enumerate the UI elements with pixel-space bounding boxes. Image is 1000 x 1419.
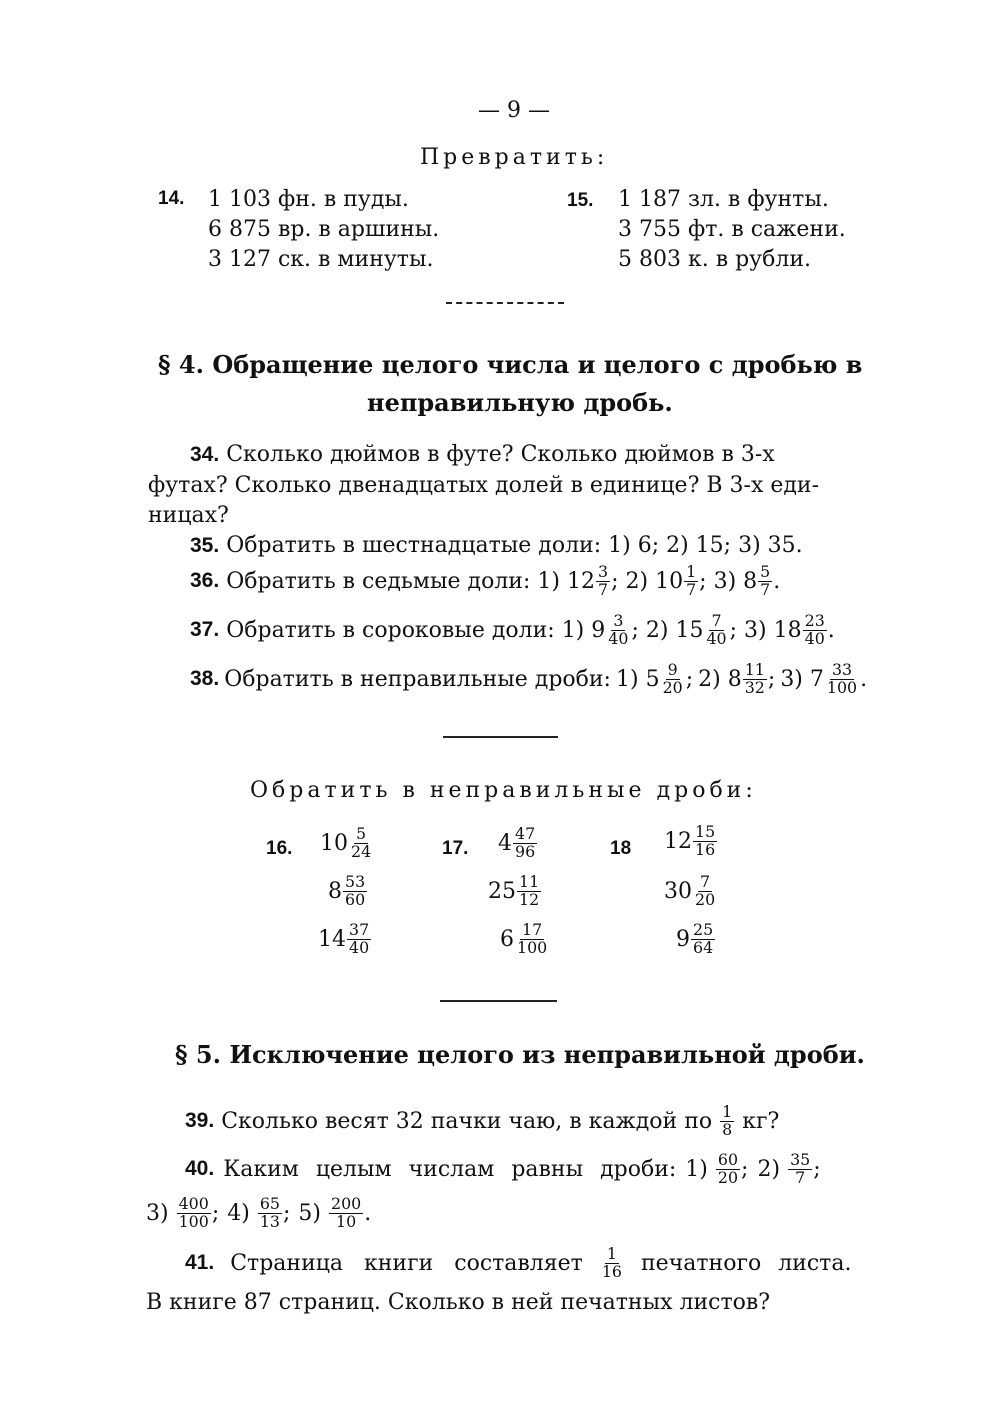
exercise-15-item: 5 803 к. в рубли. — [618, 247, 811, 272]
denominator: 10 — [336, 1211, 357, 1231]
item-label: 1) — [615, 666, 639, 692]
whole: 10 — [655, 568, 684, 594]
exercise-18-label: 18 — [610, 838, 632, 859]
whole: 6 — [500, 926, 514, 952]
problem-text: Обратить в седьмые доли: — [226, 568, 531, 594]
convert-heading: Превратить: — [420, 145, 609, 170]
separator: ; — [741, 1156, 749, 1182]
problem-text: Обратить в неправильные дроби: — [224, 666, 611, 692]
item-label: 2) — [757, 1156, 781, 1182]
item-label: 1) — [537, 568, 560, 594]
denominator: 7 — [686, 579, 697, 599]
mixed-number — [500, 922, 550, 956]
mixed-number — [780, 662, 867, 696]
numerator: 1 — [606, 1244, 617, 1263]
mixed-number — [320, 826, 374, 860]
numerator: 1 — [722, 1102, 733, 1121]
problem-34-line2: футах? Сколько двенадцатых долей в единице? В 3-х еди- — [148, 473, 820, 498]
problem-35 — [190, 533, 803, 558]
numerator: 5 — [760, 562, 771, 581]
problem-number: 36. — [190, 569, 220, 593]
problem-34-line3: ницах? — [148, 503, 229, 528]
item-label: 5) — [298, 1200, 321, 1226]
denominator: 20 — [662, 677, 683, 697]
denominator: 20 — [695, 889, 716, 909]
mixed-number — [698, 662, 775, 696]
fraction — [803, 613, 827, 647]
denominator: 40 — [706, 628, 727, 648]
whole: 9 — [676, 926, 690, 952]
fraction — [693, 824, 717, 858]
whole: 7 — [809, 666, 824, 692]
fraction — [349, 826, 373, 860]
fraction — [347, 922, 371, 956]
denominator: 20 — [717, 1167, 739, 1187]
denominator: 24 — [351, 841, 372, 861]
fraction — [825, 662, 859, 696]
whole: 8 — [743, 568, 758, 594]
whole: 10 — [320, 830, 348, 856]
denominator: 7 — [760, 579, 771, 599]
problem-number: 35. — [190, 534, 220, 557]
numerator: 60 — [717, 1150, 739, 1169]
divider — [446, 302, 564, 304]
fraction-item — [146, 1196, 219, 1230]
whole: 8 — [328, 878, 342, 904]
whole: 14 — [318, 926, 346, 952]
improper-heading: Обратить в неправильные дроби: — [250, 778, 757, 803]
separator: ; — [813, 1156, 821, 1182]
problem-text: Обратить в сороковые доли: — [226, 617, 555, 643]
problem-number: 39. — [185, 1109, 215, 1133]
problem-41-line2: В книге 87 страниц. Сколько в ней печатных листов? — [146, 1290, 771, 1315]
problem-text: Каким целым числам равны дроби: — [223, 1156, 677, 1182]
divider — [440, 1000, 557, 1002]
mixed-number — [616, 662, 693, 696]
problem-text: Страница книги составляет — [230, 1250, 583, 1276]
problem-number: 34. — [190, 443, 220, 466]
separator: . — [364, 1200, 372, 1226]
problem-number: 40. — [185, 1157, 215, 1181]
denominator: 40 — [608, 628, 629, 648]
mixed-number — [537, 564, 618, 598]
whole: 8 — [727, 666, 742, 692]
problem-40 — [185, 1152, 821, 1186]
page-number: — 9 — — [478, 98, 550, 123]
mixed-number — [744, 613, 835, 647]
numerator: 11 — [519, 872, 540, 891]
numerator: 47 — [515, 824, 536, 843]
denominator: 16 — [695, 839, 716, 859]
separator: ; — [729, 617, 738, 643]
mixed-number — [498, 826, 538, 860]
whole: 30 — [664, 878, 692, 904]
denominator: 7 — [795, 1167, 806, 1187]
divider — [443, 736, 558, 738]
exercise-14-item: 1 103 фн. в пуды. — [208, 187, 409, 212]
denominator: 13 — [259, 1211, 280, 1231]
denominator: 32 — [744, 677, 765, 697]
problem-number: 38. — [190, 667, 220, 691]
mixed-number — [562, 613, 639, 647]
whole: 5 — [645, 666, 660, 692]
problem-40-line2 — [146, 1196, 371, 1230]
denominator: 12 — [519, 889, 540, 909]
denominator: 16 — [601, 1261, 623, 1281]
separator: ; — [767, 666, 776, 692]
denominator: 40 — [804, 628, 825, 648]
problem-text-cont: печатного листа. — [641, 1250, 852, 1276]
whole: 9 — [591, 617, 606, 643]
fraction — [177, 1196, 211, 1230]
denominator: 60 — [345, 889, 366, 909]
problem-39 — [185, 1104, 779, 1138]
fraction — [684, 564, 698, 598]
fraction — [517, 874, 541, 908]
denominator: 100 — [178, 1211, 209, 1231]
item-label: 2) — [645, 617, 669, 643]
whole: 18 — [773, 617, 802, 643]
fraction — [343, 874, 367, 908]
problem-37 — [190, 613, 835, 647]
mixed-number — [646, 613, 737, 647]
problem-36 — [190, 564, 780, 598]
numerator: 23 — [804, 611, 825, 630]
whole: 4 — [498, 830, 512, 856]
section-4-title-cont: неправильную дробь. — [367, 388, 673, 417]
problem-41 — [185, 1246, 851, 1280]
exercise-15-item: 1 187 зл. в фунты. — [618, 187, 829, 212]
mixed-number — [488, 874, 542, 908]
separator: ; — [282, 1200, 291, 1226]
problem-number: 37. — [190, 618, 220, 642]
numerator: 3 — [613, 611, 624, 630]
fraction-item — [685, 1152, 748, 1186]
mixed-number — [664, 824, 718, 858]
exercise-14-label: 14. — [158, 188, 185, 209]
whole: 12 — [566, 568, 595, 594]
denominator: 8 — [722, 1119, 733, 1139]
numerator: 33 — [831, 660, 853, 679]
problem-34 — [190, 442, 775, 467]
exercise-14-item: 6 875 вр. в аршины. — [208, 217, 440, 242]
fraction — [661, 662, 685, 696]
numerator: 200 — [331, 1194, 362, 1213]
mixed-number — [664, 874, 718, 908]
fraction — [788, 1152, 812, 1186]
whole: 12 — [664, 828, 692, 854]
mixed-number — [676, 922, 716, 956]
fraction — [513, 826, 537, 860]
problem-text: Сколько дюймов в футе? Сколько дюймов в 3-х — [226, 442, 775, 467]
item-label: 1) — [561, 617, 585, 643]
numerator: 11 — [744, 660, 765, 679]
whole: 15 — [675, 617, 704, 643]
fraction — [720, 1104, 734, 1138]
denominator: 7 — [597, 579, 609, 599]
item-label: 3) — [713, 568, 737, 594]
fraction — [596, 564, 610, 598]
fraction — [716, 1152, 740, 1186]
item-label: 3) — [744, 617, 767, 643]
problem-text-tail: кг? — [742, 1108, 780, 1134]
numerator: 35 — [790, 1150, 811, 1169]
numerator: 15 — [695, 822, 716, 841]
exercise-17-label: 17. — [442, 838, 469, 859]
fraction-item — [298, 1196, 371, 1230]
problem-number: 41. — [185, 1251, 215, 1275]
mixed-number — [625, 564, 706, 598]
mixed-number — [714, 564, 781, 598]
fraction — [258, 1196, 282, 1230]
numerator: 3 — [597, 562, 609, 581]
fraction — [329, 1196, 363, 1230]
item-label: 2) — [625, 568, 649, 594]
problem-text: Сколько весят 32 пачки чаю, в каждой по — [221, 1108, 713, 1134]
section-5-title: § 5. Исключение целого из неправильной дроби. — [175, 1040, 865, 1069]
mixed-number — [318, 922, 372, 956]
fraction-item — [227, 1196, 290, 1230]
problem-text: Обратить в шестнадцатые доли: 1) 6; 2) 15; 3) 35. — [226, 533, 803, 558]
numerator: 65 — [259, 1194, 280, 1213]
numerator: 1 — [686, 562, 697, 581]
separator: . — [860, 666, 868, 692]
fraction-item — [757, 1152, 820, 1186]
numerator: 7 — [711, 611, 722, 630]
mixed-number — [328, 874, 368, 908]
numerator: 17 — [522, 920, 543, 939]
section-4-title: § 4. Обращение целого числа и целого с дробью в — [158, 350, 863, 379]
numerator: 7 — [700, 872, 711, 891]
exercise-16-label: 16. — [266, 838, 293, 859]
separator: ; — [211, 1200, 220, 1226]
fraction — [691, 922, 715, 956]
item-label: 1) — [685, 1156, 708, 1182]
separator: ; — [631, 617, 639, 643]
fraction — [515, 922, 549, 956]
whole: 25 — [488, 878, 516, 904]
item-label: 4) — [227, 1200, 250, 1226]
fraction — [704, 613, 728, 647]
exercise-15-item: 3 755 фт. в сажени. — [618, 217, 846, 242]
item-label: 3) — [146, 1200, 169, 1226]
numerator: 53 — [345, 872, 366, 891]
fraction — [606, 613, 630, 647]
separator: . — [773, 568, 781, 594]
fraction — [693, 874, 717, 908]
numerator: 400 — [178, 1194, 209, 1213]
denominator: 96 — [515, 841, 536, 861]
separator: . — [827, 617, 835, 643]
denominator: 100 — [826, 677, 858, 697]
numerator: 25 — [693, 920, 714, 939]
item-label: 3) — [780, 666, 803, 692]
denominator: 100 — [517, 937, 548, 957]
separator: ; — [699, 568, 707, 594]
separator: ; — [611, 568, 619, 594]
numerator: 9 — [667, 660, 678, 679]
exercise-14-item: 3 127 ск. в минуты. — [208, 247, 434, 272]
exercise-15-label: 15. — [567, 190, 594, 211]
numerator: 5 — [356, 824, 367, 843]
numerator: 37 — [349, 920, 370, 939]
separator: ; — [685, 666, 694, 692]
item-label: 2) — [698, 666, 721, 692]
problem-38 — [190, 662, 867, 696]
denominator: 64 — [693, 937, 714, 957]
fraction — [600, 1246, 624, 1280]
denominator: 40 — [349, 937, 370, 957]
fraction — [758, 564, 772, 598]
fraction — [743, 662, 767, 696]
